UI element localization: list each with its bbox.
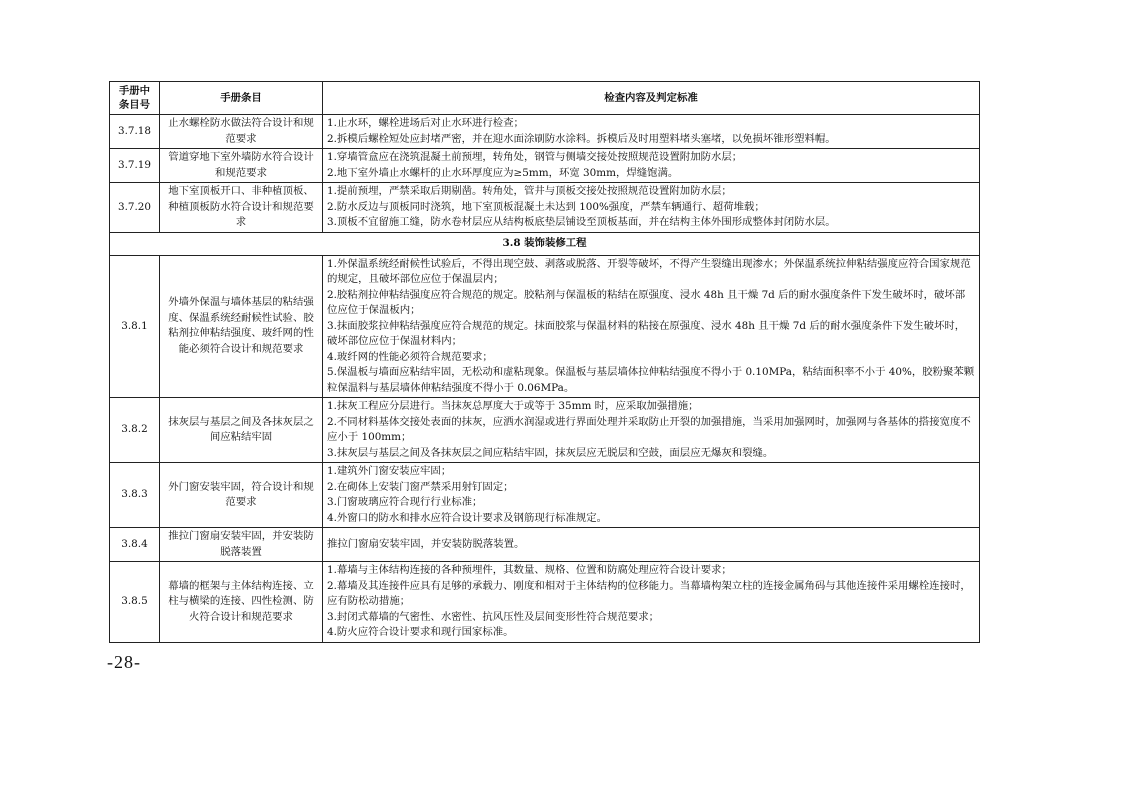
standard-line: 2.在砌体上安装门窗严禁采用射钉固定； — [327, 480, 514, 493]
standard-line: 2.防水反边与顶板同时浇筑，地下室顶板混凝土未达到 100%强度，严禁车辆通行、超荷堆载； — [327, 200, 765, 213]
row-item-number: 3.8.1 — [110, 255, 160, 398]
row-item-number: 3.8.3 — [110, 463, 160, 528]
table-body-section-3-7 — [110, 115, 980, 233]
standard-line: 2.拆模后螺栓短处应封堵严密，并在迎水面涂刷防水涂料。拆模后及时用塑料堵头塞堵，以免损坏锥形塑料帽。 — [327, 132, 836, 145]
standard-line: 4.外窗口的防水和排水应符合设计要求及钢筋现行标准规定。 — [327, 511, 608, 524]
standard-line: 2.不同材料基体交接处表面的抹灰，应洒水润湿或进行界面处理并采取防止开裂的加强措施，当采用加强网时，加强网与各基体的搭接宽度不应小于 100mm； — [327, 415, 971, 443]
standard-line: 4.玻纤网的性能必须符合规范要求； — [327, 350, 493, 363]
inspection-standards-table — [109, 81, 980, 643]
row-item-title: 地下室顶板开口、非种植顶板、种植顶板防水符合设计和规范要求 — [160, 183, 323, 233]
standard-line: 2.胶粘剂拉伸粘结强度应符合规范的规定。胶粘剂与保温板的粘结在原强度、浸水 48h 且干燥 7d 后的耐水强度条件下发生破坏时，破坏部位应位于保温板内； — [327, 288, 966, 316]
table-row — [110, 255, 980, 398]
standard-line: 3.抹灰层与基层之间及各抹灰层之间应粘结牢固，抹灰层应无脱层和空鼓，面层应无爆灰和裂缝。 — [327, 446, 774, 459]
standard-line: 3.抹面胶浆拉伸粘结强度应符合规范的规定。抹面胶浆与保温材料的粘接在原强度、浸水 48h 且干燥 7d 后的耐水强度条件下发生破坏时，破坏部位应位于保温材料内； — [327, 319, 966, 347]
standard-line: 1.穿墙管盒应在浇筑混凝土前预埋，转角处，钢管与侧墙交接处按照规范设置附加防水层； — [327, 151, 743, 163]
row-item-title: 止水螺栓防水做法符合设计和规范要求 — [160, 115, 323, 149]
row-item-number: 3.7.20 — [110, 183, 160, 233]
row-item-title: 抹灰层与基层之间及各抹灰层之间应粘结牢固 — [160, 398, 323, 463]
table-row — [110, 528, 980, 562]
standard-line: 推拉门窗扇安装牢固，并安装防脱落装置。 — [327, 537, 525, 550]
table-header-row — [110, 82, 980, 115]
row-item-title: 外门窗安装牢固，符合设计和规范要求 — [160, 463, 323, 528]
header-inspection-standard: 检查内容及判定标准 — [323, 82, 980, 115]
row-inspection-standard — [323, 528, 980, 562]
row-inspection-standard — [323, 255, 980, 398]
table-row — [110, 149, 980, 183]
standard-line: 1.建筑外门窗安装应牢固； — [327, 465, 452, 477]
row-item-title: 外墙外保温与墙体基层的粘结强度、保温系统经耐候性试验、胶粘剂拉伸粘结强度、玻纤网的性能必须符合设计和规范要求 — [160, 255, 323, 398]
table-body-section-3-8 — [110, 255, 980, 642]
header-item-title: 手册条目 — [160, 82, 323, 115]
standard-line: 1.幕墙与主体结构连接的各种预埋件，其数量、规格、位置和防腐处理应符合设计要求； — [327, 564, 732, 576]
standard-line: 4.防火应符合设计要求和现行国家标准。 — [327, 626, 514, 638]
standard-line: 3.门窗玻璃应符合现行行业标准； — [327, 496, 483, 508]
section-title: 3.8 装饰装修工程 — [110, 232, 980, 255]
table-row — [110, 463, 980, 528]
standard-line: 1.抹灰工程应分层进行。当抹灰总厚度大于或等于 35mm 时，应采取加强措施； — [327, 400, 699, 412]
row-item-number: 3.8.2 — [110, 398, 160, 463]
row-inspection-standard — [323, 183, 980, 233]
section-row — [110, 232, 980, 255]
standard-line: 3.封闭式幕墙的气密性、水密性、抗风压性及层间变形性符合规范要求； — [327, 610, 660, 623]
row-item-number: 3.8.4 — [110, 528, 160, 562]
row-item-number: 3.8.5 — [110, 562, 160, 643]
standard-line: 1.提前预埋，严禁采取后期剔凿。转角处，管井与顶板交接处按照规范设置附加防水层； — [327, 185, 732, 197]
table-row — [110, 115, 980, 149]
row-item-title: 管道穿地下室外墙防水符合设计和规范要求 — [160, 149, 323, 183]
standard-line: 1.外保温系统经耐候性试验后，不得出现空鼓、剥落或脱落、开裂等破坏，不得产生裂缝出现渗水；外保温系统拉伸粘结强度应符合国家规范的规定，且破坏部位应位于保温层内； — [327, 257, 971, 285]
row-inspection-standard — [323, 398, 980, 463]
page-number: -28- — [107, 652, 141, 672]
row-item-number: 3.7.19 — [110, 149, 160, 183]
standard-line: 3.顶板不宜留施工缝，防水卷材层应从结构板底垫层铺设至顶板基面，并在结构主体外围形成整体封闭防水层。 — [327, 216, 836, 228]
row-item-number: 3.7.18 — [110, 115, 160, 149]
standard-line: 2.地下室外墙止水螺杆的止水环厚度应为≥5mm，环宽 30mm，焊缝饱满。 — [327, 166, 679, 179]
row-item-title: 幕墙的框架与主体结构连接、立柱与横梁的连接、四性检测、防火符合设计和规范要求 — [160, 562, 323, 643]
row-inspection-standard — [323, 463, 980, 528]
row-inspection-standard — [323, 149, 980, 183]
row-item-title: 推拉门窗扇安装牢固，并安装防脱落装置 — [160, 528, 323, 562]
standard-line: 1.止水环，螺栓进场后对止水环进行检查； — [327, 117, 524, 129]
row-inspection-standard — [323, 562, 980, 643]
standard-line: 5.保温板与墙面应粘结牢固，无松动和虚粘现象。保温板与基层墙体拉伸粘结强度不得小于 0.10MPa，粘结面积率不小于 40%，胶粉聚苯颗粒保温料与基层墙体伸粘结强度不得小于 0.06MPa。 — [327, 366, 975, 394]
row-inspection-standard — [323, 115, 980, 149]
table-row — [110, 183, 980, 233]
table-row — [110, 562, 980, 643]
header-item-number: 手册中 条目号 — [110, 82, 160, 115]
table-row — [110, 398, 980, 463]
standard-line: 2.幕墙及其连接件应具有足够的承载力、刚度和相对于主体结构的位移能力。当幕墙构架立柱的连接金属角码与其他连接件采用螺栓连接时，应有防松动措施； — [327, 579, 971, 607]
